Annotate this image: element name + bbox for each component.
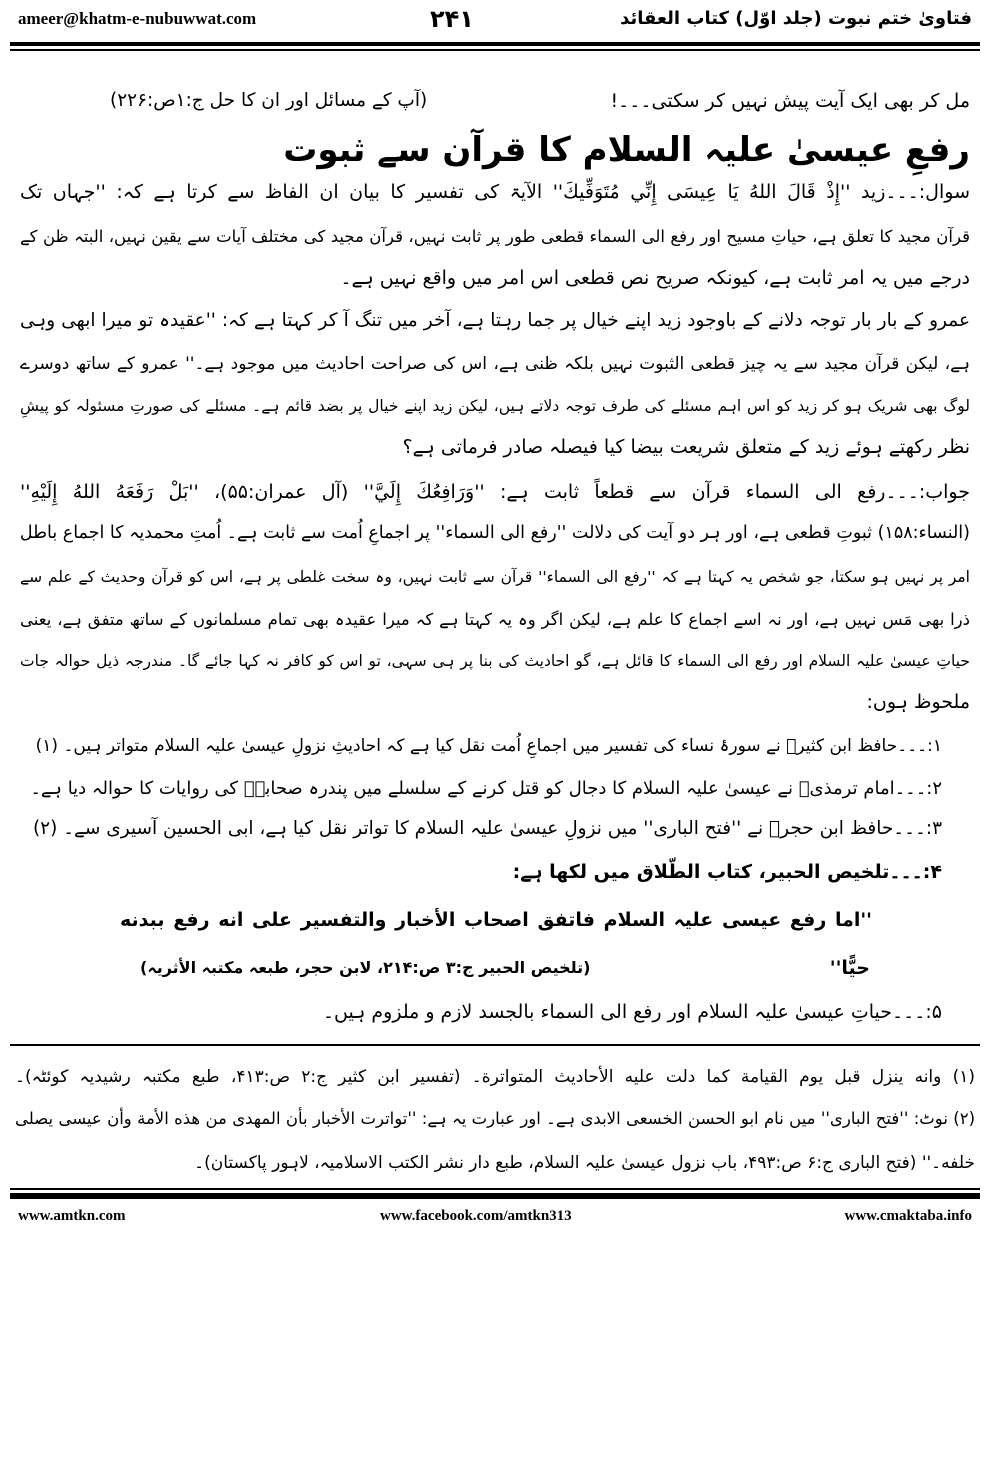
footnote: خلفه۔'' (فتح الباری ج:۶ ص:۴۹۳، باب نزول عیسیٰ علیہ السلام، طبع دار نشر الکتب الاسلامیہ، لاہور پاکستان)۔ — [194, 1153, 975, 1173]
footer-link-facebook[interactable]: www.facebook.com/amtkn313 — [380, 1208, 572, 1224]
page-number: ۲۴۱ — [430, 5, 474, 33]
body-line: لوگ بھی شریک ہو کر زید کو اس اہم مسئلے کی طرف توجہ دلاتے ہیں، لیکن زید اپنے خیال پر بضد قائم ہے۔ مسئلے کی صورتِ مسئولہ کو پیشِ — [20, 397, 970, 415]
header-rule — [10, 42, 980, 46]
intro-reference: (آپ کے مسائل اور ان کا حل ج:۱ص:۲۲۶) — [110, 90, 428, 111]
body-line: ملحوظ ہوں: — [866, 691, 970, 713]
footnote: (۲) نوٹ: ''فتح الباری'' میں نام ابو الحسن الخسعی الابدی ہے۔ اور عبارت یہ ہے: ''تواترت الأخبار بأن المهدی من هذه الأمة وأن عیسی یصلی — [15, 1109, 975, 1128]
body-line: درجے میں یہ امر ثابت ہے، کیونکہ صریح نص قطعی اس امر میں واقع نہیں ہے۔ — [340, 267, 970, 289]
header-rule-thin — [10, 49, 980, 51]
body-line: ہے، لیکن قرآن مجید سے یہ چیز قطعی الثبوت نہیں بلکہ ظنی ہے، اس کی صراحت احادیث میں موجود ہے۔'' عمرو کے ساتھ دوسرے — [20, 354, 970, 374]
footer-link-cmaktaba[interactable]: www.cmaktaba.info — [844, 1208, 972, 1224]
body-line: عمرو کے بار بار توجہ دلانے کے باوجود زید اپنے خیال پر جما رہتا ہے، آخر میں تنگ آ کر کہتا ہے کہ: ''عقیدہ تو میرا ابھی وہی — [20, 310, 970, 331]
book-title: فتاویٰ ختم نبوت (جلد اوّل) کتاب العقائد — [620, 8, 972, 29]
body-line: امر پر نہیں ہو سکتا، جو شخص یہ کہتا ہے کہ ''رفع الی السماء'' قرآن سے ثابت نہیں، وہ سخت غلطی پر ہے، اس کو قرآن وحدیث کے علم سے — [20, 568, 970, 586]
list-item: ۵:۔۔۔حیاتِ عیسیٰ علیہ السلام اور رفع الی السماء بالجسد لازم و ملزوم ہیں۔ — [322, 1001, 942, 1023]
list-item: ۱:۔۔۔حافظ ابن کثیرؒ نے سورۂ نساء کی تفسیر میں اجماعِ اُمت نقل کیا ہے کہ احادیثِ نزولِ عیسیٰ علیہ السلام متواتر ہیں۔ (۱) — [35, 736, 942, 756]
footnote: (۱) وانه ينزل قبل يوم القيامة كما دلت عليه الأحاديث المتواترة۔ (تفسیر ابن کثیر ج:۲ ص:۴۱۳، طبع مکتبہ رشیدیہ کوئٹہ)۔ — [15, 1067, 975, 1087]
body-line: (النساء:۱۵۸) ثبوتِ قطعی ہے، اور ہر دو آیت کی دلالت ''رفع الی السماء'' پر اجماعِ اُمت سے ثابت ہے۔ اُمتِ محمدیہ کا اجماع باطل — [20, 523, 970, 543]
footer-rule-thin — [10, 1188, 980, 1190]
list-item: ۴:۔۔۔تلخیص الحبیر، کتاب الطّلاق میں لکھا ہے: — [512, 861, 942, 883]
footer-link-amtkn[interactable]: www.amtkn.com — [18, 1208, 126, 1224]
body-line: ذرا بھی مَس نہیں ہے، اور نہ اسے اجماع کا علم ہے، لیکن اگر وہ یہ کہتا ہے کہ میرا عقیدہ بھی تمام مسلمانوں کے ساتھ متفق ہے، یعنی — [20, 610, 970, 629]
quote-line: ''اما رفع عیسی علیہ السلام فاتفق اصحاب الأخبار والتفسیر علی انه رفع ببدنه — [120, 909, 872, 931]
footer-rule — [10, 1193, 980, 1199]
quote-line-end: حیًّا'' — [829, 957, 870, 979]
body-line: جواب:۔۔۔رفع الی السماء قرآن سے قطعاً ثابت ہے: ''وَرَافِعُكَ إِلَيَّ'' (آل عمران:۵۵)، ''بَلْ رَفَعَهُ اللهُ إِلَيْهِ'' — [20, 481, 970, 503]
footnote-rule — [10, 1044, 980, 1046]
body-line: قرآن مجید کا تعلق ہے، حیاتِ مسیح اور رفع الی السماء قطعی طور پر ثابت نہیں، قرآن مجید کی مختلف آیات سے یقین نہیں، البتہ ظن کے — [20, 227, 970, 246]
body-line: حیاتِ عیسیٰ علیہ السلام اور رفع الی السماء کا قائل ہے، گو احادیث کی بنا پر ہی سہی، تو اس کو کافر نہ کہا جائے گا۔ مندرجہ ذیل حوالہ جات — [20, 652, 970, 670]
header-email: ameer@khatm-e-nubuwwat.com — [18, 9, 257, 28]
body-line: نظر رکھتے ہوئے زید کے متعلق شریعت بیضا کیا فیصلہ صادر فرماتی ہے؟ — [402, 436, 970, 458]
quote-reference: (تلخیص الحبیر ج:۳ ص:۲۱۴، لابن حجر، طبعہ مکتبہ الأثریہ) — [140, 958, 591, 977]
section-title: رفعِ عیسیٰ علیہ السلام کا قرآن سے ثبوت — [283, 130, 970, 170]
list-item: ۳:۔۔۔حافظ ابن حجرؒ نے ''فتح الباری'' میں نزولِ عیسیٰ علیہ السلام کا تواتر نقل کیا ہے، ابی الحسین آسیری سے۔ (۲) — [32, 818, 942, 839]
body-line: سوال:۔۔۔زید ''إِذْ قَالَ اللهُ يَا عِيسَى إِنِّي مُتَوَفِّيكَ'' الآیۃ کی تفسیر کا بیان ان الفاظ سے کرتا ہے کہ: ''جہاں تک — [20, 181, 970, 203]
intro-text: مل کر بھی ایک آیت پیش نہیں کر سکتی۔۔۔! — [610, 90, 970, 112]
list-item: ۲:۔۔۔امام ترمذیؒ نے عیسیٰ علیہ السلام کا دجال کو قتل کرنے کے سلسلے میں پندرہ صحابہؓ کی روایات کا حوالہ دیا ہے۔ — [30, 778, 942, 799]
